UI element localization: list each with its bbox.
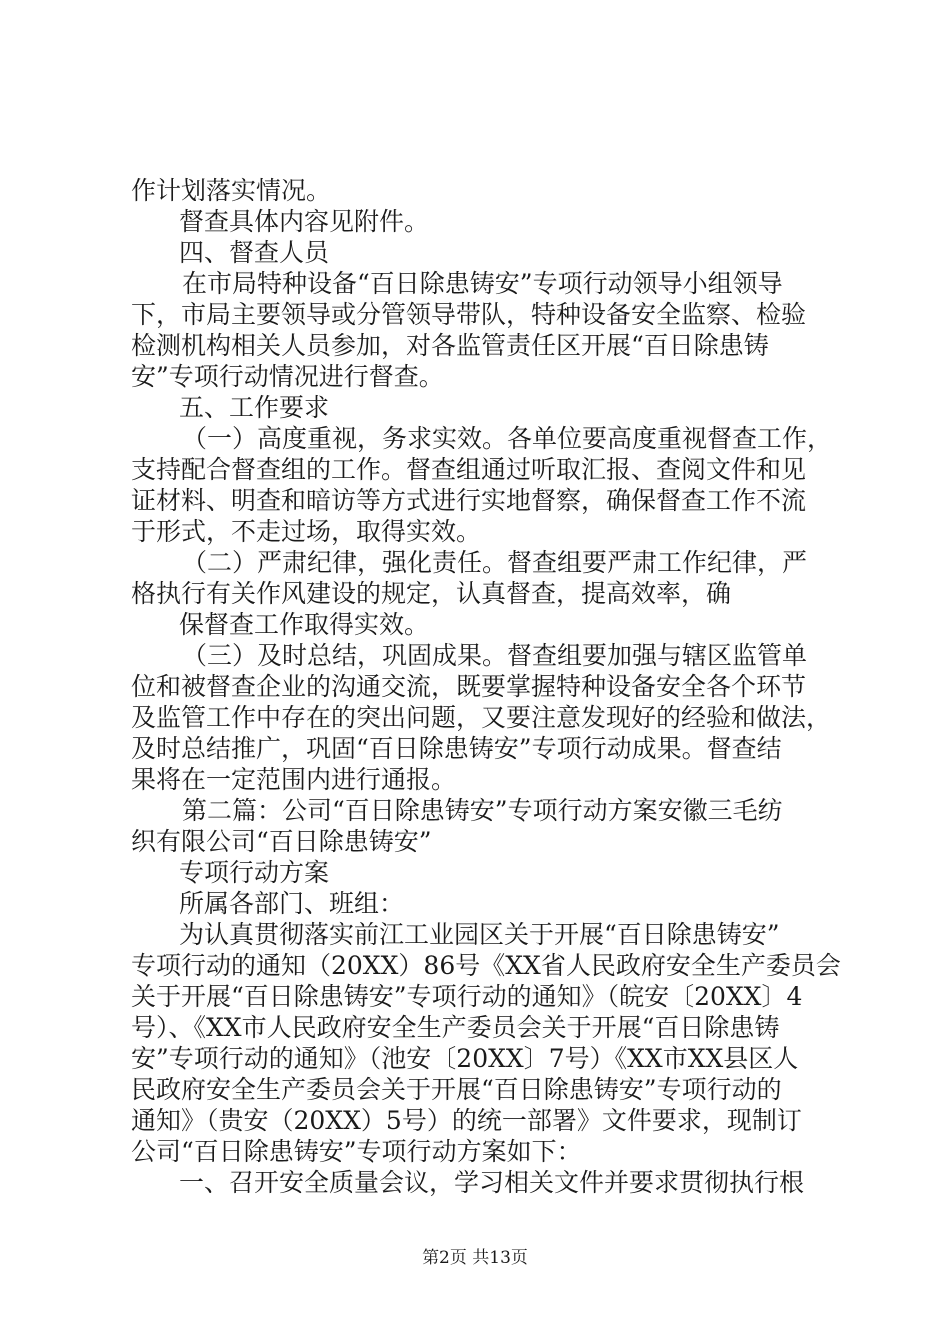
text-line: 下，市局主要领导或分管领导带队，特种设备安全监察、检验 [131, 300, 807, 329]
text-line: 一、召开安全质量会议，学习相关文件并要求贯彻执行根 [179, 1168, 805, 1197]
text-line: 安”专项行动情况进行督查。 [131, 362, 444, 391]
text-line: 五、工作要求 [179, 393, 330, 422]
text-line: 及时总结推广，巩固“百日除患铸安”专项行动成果。督查结 [131, 734, 782, 763]
text-line: 支持配合督查组的工作。督查组通过听取汇报、查阅文件和见 [131, 455, 807, 484]
text-line: 关于开展“百日除患铸安”专项行动的通知》（皖安〔20XX〕4 [131, 982, 803, 1011]
text-line: （二）严肃纪律，强化责任。督查组要严肃工作纪律，严 [182, 548, 808, 577]
text-line: 专项行动方案 [179, 858, 330, 887]
text-line: 织有限公司“百日除患铸安” [131, 827, 432, 856]
text-line: 公司“百日除患铸安”专项行动方案如下： [131, 1137, 582, 1166]
text-line: 督查具体内容见附件。 [179, 207, 430, 236]
text-line: 于形式，不走过场，取得实效。 [131, 517, 482, 546]
text-line: 保督查工作取得实效。 [179, 610, 430, 639]
text-line: （三）及时总结，巩固成果。督查组要加强与辖区监管单 [182, 641, 808, 670]
text-line: 证材料、明查和暗访等方式进行实地督察，确保督查工作不流 [131, 486, 807, 515]
text-line: 及监管工作中存在的突出问题，又要注意发现好的经验和做法， [131, 703, 832, 732]
text-line: 为认真贯彻落实前江工业园区关于开展“百日除患铸安” [179, 920, 780, 949]
text-line: 四、督查人员 [179, 238, 330, 267]
text-line: 第二篇：公司“百日除患铸安”专项行动方案安徽三毛纺 [182, 796, 783, 825]
page-footer: 第2页 共13页 [422, 1248, 528, 1268]
text-line: 专项行动的通知（20XX）86号《XX省人民政府安全生产委员会 [131, 951, 841, 980]
text-line: 检测机构相关人员参加，对各监管责任区开展“百日除患铸 [131, 331, 769, 360]
text-line: 安”专项行动的通知》（池安〔20XX〕7号）《XX市XX县区人 [131, 1044, 799, 1073]
text-line: 所属各部门、班组： [179, 889, 405, 918]
text-line: 格执行有关作风建设的规定，认真督查，提高效率，确 [131, 579, 732, 608]
text-line: 民政府安全生产委员会关于开展“百日除患铸安”专项行动的 [131, 1075, 782, 1104]
text-line: 在市局特种设备“百日除患铸安”专项行动领导小组领导 [182, 269, 783, 298]
text-line: 号）、《XX市人民政府安全生产委员会关于开展“百日除患铸 [131, 1013, 780, 1042]
text-line: （一）高度重视，务求实效。各单位要高度重视督查工作， [182, 424, 833, 453]
text-line: 位和被督查企业的沟通交流，既要掌握特种设备安全各个环节 [131, 672, 807, 701]
text-line: 作计划落实情况。 [131, 176, 332, 205]
text-line: 果将在一定范围内进行通报。 [131, 765, 457, 794]
text-line: 通知》（贵安（20XX）5号）的统一部署》文件要求，现制订 [131, 1106, 802, 1135]
